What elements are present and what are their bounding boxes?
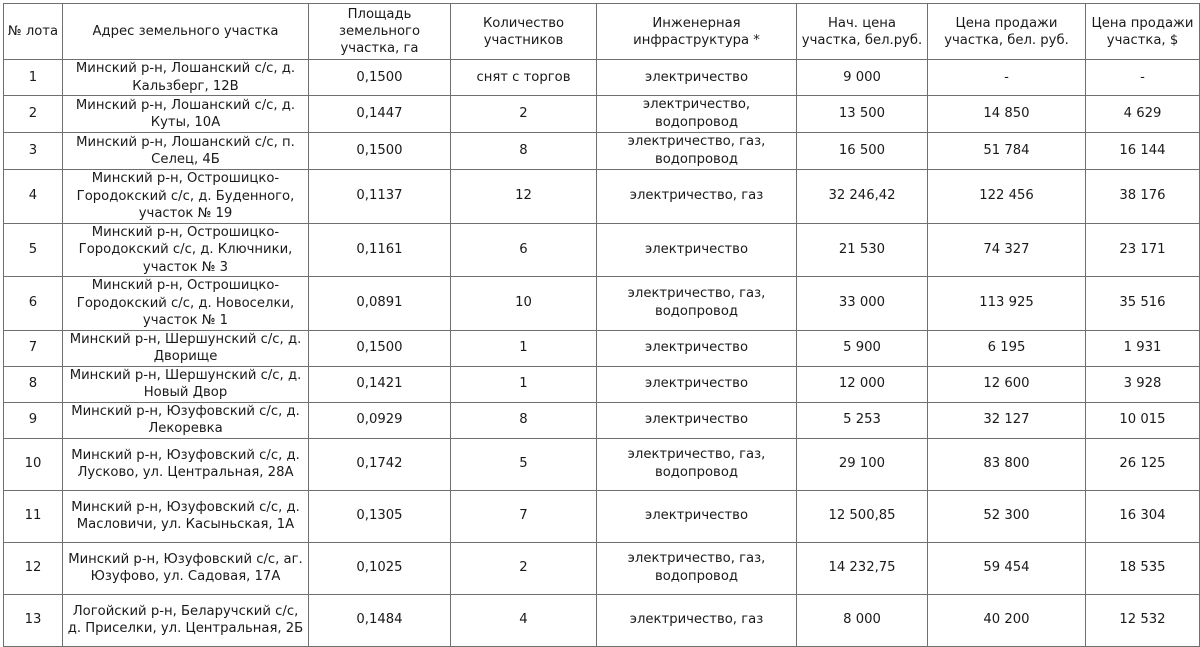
area-cell: 0,1500 [309,133,451,170]
start-price-cell: 33 000 [797,277,928,331]
header-area: Площадь земельного участка, га [309,4,451,60]
sale-price-usd-cell: 23 171 [1086,223,1200,277]
header-address: Адрес земельного участка [63,4,309,60]
sale-price-byr-cell: 59 454 [928,542,1086,594]
infrastructure-cell: электричество, газ, водопровод [597,542,797,594]
participants-cell: 5 [451,438,597,490]
sale-price-usd-cell: 3 928 [1086,366,1200,402]
participants-cell: 1 [451,366,597,402]
address-cell: Минский р-н, Юзуфовский с/с, д. Лекоревка [63,402,309,438]
header-start-price: Нач. цена участка, бел.руб. [797,4,928,60]
participants-cell: 4 [451,594,597,646]
sale-price-byr-cell: 113 925 [928,277,1086,331]
header-sale-price-byr: Цена продажи участка, бел. руб. [928,4,1086,60]
address-cell: Минский р-н, Острошицко-Городокский с/с, д. Буденного, участок № 19 [63,170,309,224]
table-row [4,594,1200,646]
lot-number-cell: 2 [4,96,63,133]
infrastructure-cell: электричество, газ, водопровод [597,438,797,490]
area-cell: 0,0929 [309,402,451,438]
infrastructure-cell: электричество, газ [597,170,797,224]
sale-price-usd-cell: 1 931 [1086,330,1200,366]
start-price-cell: 12 000 [797,366,928,402]
participants-cell: 2 [451,542,597,594]
participants-cell: 12 [451,170,597,224]
participants-cell: 8 [451,402,597,438]
address-cell: Минский р-н, Острошицко-Городокский с/с, д. Новоселки, участок № 1 [63,277,309,331]
table-row [4,438,1200,490]
lot-number-cell: 4 [4,170,63,224]
address-cell: Минский р-н, Лошанский с/с, д. Куты, 10А [63,96,309,133]
table-row [4,223,1200,277]
infrastructure-cell: электричество [597,490,797,542]
sale-price-byr-cell: 122 456 [928,170,1086,224]
header-sale-price-usd: Цена продажи участка, $ [1086,4,1200,60]
infrastructure-cell: электричество [597,402,797,438]
start-price-cell: 5 253 [797,402,928,438]
header-participants: Количество участников [451,4,597,60]
table-row [4,170,1200,224]
infrastructure-cell: электричество, газ [597,594,797,646]
table-row [4,542,1200,594]
start-price-cell: 21 530 [797,223,928,277]
participants-cell: снят с торгов [451,60,597,96]
lot-number-cell: 6 [4,277,63,331]
sale-price-byr-cell: - [928,60,1086,96]
sale-price-byr-cell: 74 327 [928,223,1086,277]
land-auction-table-wrapper [3,3,1200,647]
area-cell: 0,1484 [309,594,451,646]
lot-number-cell: 8 [4,366,63,402]
table-row [4,277,1200,331]
table-row [4,96,1200,133]
sale-price-byr-cell: 51 784 [928,133,1086,170]
lot-number-cell: 3 [4,133,63,170]
sale-price-usd-cell: 26 125 [1086,438,1200,490]
start-price-cell: 5 900 [797,330,928,366]
sale-price-byr-cell: 83 800 [928,438,1086,490]
area-cell: 0,1025 [309,542,451,594]
sale-price-byr-cell: 6 195 [928,330,1086,366]
address-cell: Минский р-н, Лошанский с/с, д. Кальзберг, 12В [63,60,309,96]
address-cell: Минский р-н, Юзуфовский с/с, аг. Юзуфово, ул. Садовая, 17А [63,542,309,594]
lot-number-cell: 5 [4,223,63,277]
table-row [4,330,1200,366]
participants-cell: 7 [451,490,597,542]
lot-number-cell: 9 [4,402,63,438]
infrastructure-cell: электричество, водопровод [597,96,797,133]
area-cell: 0,1742 [309,438,451,490]
participants-cell: 6 [451,223,597,277]
table-row [4,60,1200,96]
participants-cell: 10 [451,277,597,331]
sale-price-byr-cell: 52 300 [928,490,1086,542]
sale-price-usd-cell: 10 015 [1086,402,1200,438]
sale-price-usd-cell: 38 176 [1086,170,1200,224]
table-row [4,133,1200,170]
area-cell: 0,1421 [309,366,451,402]
area-cell: 0,1500 [309,60,451,96]
address-cell: Минский р-н, Шершунский с/с, д. Дворище [63,330,309,366]
area-cell: 0,1305 [309,490,451,542]
infrastructure-cell: электричество [597,330,797,366]
lot-number-cell: 13 [4,594,63,646]
start-price-cell: 14 232,75 [797,542,928,594]
sale-price-usd-cell: 16 144 [1086,133,1200,170]
area-cell: 0,1137 [309,170,451,224]
address-cell: Минский р-н, Юзуфовский с/с, д. Масловичи, ул. Касыньская, 1А [63,490,309,542]
area-cell: 0,0891 [309,277,451,331]
lot-number-cell: 11 [4,490,63,542]
header-row [4,4,1200,60]
start-price-cell: 13 500 [797,96,928,133]
lot-number-cell: 12 [4,542,63,594]
area-cell: 0,1447 [309,96,451,133]
address-cell: Минский р-н, Острошицко-Городокский с/с, д. Ключники, участок № 3 [63,223,309,277]
table-row [4,366,1200,402]
sale-price-byr-cell: 12 600 [928,366,1086,402]
sale-price-byr-cell: 40 200 [928,594,1086,646]
infrastructure-cell: электричество [597,60,797,96]
area-cell: 0,1161 [309,223,451,277]
start-price-cell: 12 500,85 [797,490,928,542]
start-price-cell: 29 100 [797,438,928,490]
sale-price-usd-cell: 35 516 [1086,277,1200,331]
address-cell: Минский р-н, Юзуфовский с/с, д. Лусково, ул. Центральная, 28А [63,438,309,490]
sale-price-byr-cell: 32 127 [928,402,1086,438]
start-price-cell: 16 500 [797,133,928,170]
infrastructure-cell: электричество, газ, водопровод [597,133,797,170]
lot-number-cell: 10 [4,438,63,490]
start-price-cell: 9 000 [797,60,928,96]
participants-cell: 8 [451,133,597,170]
table-body [4,60,1200,647]
header-lot-number: № лота [4,4,63,60]
sale-price-usd-cell: 18 535 [1086,542,1200,594]
sale-price-usd-cell: 12 532 [1086,594,1200,646]
header-infrastructure: Инженерная инфраструктура * [597,4,797,60]
participants-cell: 2 [451,96,597,133]
start-price-cell: 8 000 [797,594,928,646]
lot-number-cell: 7 [4,330,63,366]
area-cell: 0,1500 [309,330,451,366]
participants-cell: 1 [451,330,597,366]
table-row [4,490,1200,542]
sale-price-usd-cell: 4 629 [1086,96,1200,133]
address-cell: Логойский р-н, Беларучский с/с, д. Приселки, ул. Центральная, 2Б [63,594,309,646]
infrastructure-cell: электричество, газ, водопровод [597,277,797,331]
lot-number-cell: 1 [4,60,63,96]
start-price-cell: 32 246,42 [797,170,928,224]
address-cell: Минский р-н, Шершунский с/с, д. Новый Двор [63,366,309,402]
infrastructure-cell: электричество [597,223,797,277]
sale-price-byr-cell: 14 850 [928,96,1086,133]
table-row [4,402,1200,438]
land-auction-results-table [3,3,1200,647]
sale-price-usd-cell: - [1086,60,1200,96]
sale-price-usd-cell: 16 304 [1086,490,1200,542]
address-cell: Минский р-н, Лошанский с/с, п. Селец, 4Б [63,133,309,170]
infrastructure-cell: электричество [597,366,797,402]
